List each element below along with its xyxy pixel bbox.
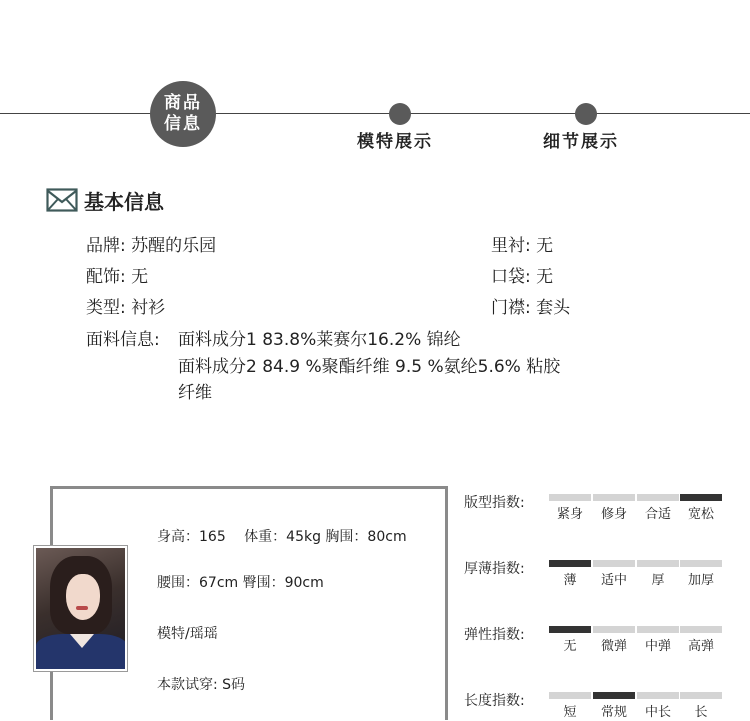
fabric-info-line1: 面料成分1 83.8%莱赛尔16.2% 锦纶 [178, 330, 461, 350]
index-bar-segment [593, 494, 635, 501]
info-accessory-label: 配饰: [86, 267, 126, 287]
index-bar-segment [549, 494, 591, 501]
index-bar-segment [593, 626, 635, 633]
index-bar-segment [637, 560, 679, 567]
info-accessory-value: 无 [131, 267, 149, 287]
index-option-label: 厚 [651, 573, 665, 588]
index-label-2: 弹性指数: [464, 627, 525, 643]
step-detail-display[interactable]: 细节展示 [543, 132, 619, 152]
envelope-icon [46, 188, 78, 212]
fabric-info-line3: 纤维 [178, 383, 212, 403]
index-bar-segment [637, 494, 679, 501]
step-product-info-line2: 信息 [164, 114, 202, 134]
info-placket-value: 套头 [536, 298, 571, 318]
index-option-label: 中长 [644, 705, 671, 720]
info-accessory [86, 262, 148, 287]
step-dot-detail[interactable] [575, 103, 597, 125]
index-option-label: 加厚 [687, 573, 714, 588]
index-option-label: 中弹 [644, 639, 671, 654]
step-dot-model[interactable] [389, 103, 411, 125]
index-option-label: 适中 [600, 573, 627, 588]
index-option-label: 短 [563, 705, 577, 720]
fabric-info-line2: 面料成分2 84.9 %聚酯纤维 9.5 %氨纶5.6% 粘胶 [178, 357, 561, 377]
index-option-label: 高弹 [687, 639, 714, 654]
index-bar-segment [549, 560, 591, 567]
index-option-label: 修身 [600, 507, 627, 522]
index-label-0: 版型指数: [464, 495, 525, 511]
index-bar-segment [680, 494, 722, 501]
index-bar-segment [549, 692, 591, 699]
index-option-label: 常规 [600, 705, 627, 720]
info-lining [491, 231, 553, 256]
info-brand [86, 231, 216, 256]
index-option-label: 合适 [644, 507, 671, 522]
step-product-info-line1: 商品 [164, 93, 202, 113]
index-option-label: 长 [694, 705, 708, 720]
info-placket [491, 293, 570, 318]
info-pocket-label: 口袋: [491, 267, 531, 287]
info-brand-label: 品牌: [86, 236, 126, 256]
fabric-info-label: 面料信息: [86, 330, 160, 350]
index-bar-segment [680, 626, 722, 633]
index-bar-segment [637, 692, 679, 699]
index-option-label: 宽松 [687, 507, 714, 522]
index-bar-segment [549, 626, 591, 633]
model-measurements-1: 身高：165 体重：45kg 胸围：80cm [157, 529, 407, 545]
section-title-basic-info: 基本信息 [84, 190, 164, 214]
index-option-label: 紧身 [556, 507, 583, 522]
info-type-value: 衬衫 [131, 298, 166, 318]
index-bar-segment [593, 692, 635, 699]
model-measurements-2: 腰围：67cm 臀围：90cm [157, 575, 324, 591]
model-photo [36, 548, 125, 669]
index-option-label: 无 [563, 639, 577, 654]
model-size-worn: 本款试穿: S码 [157, 677, 246, 693]
index-bar-segment [593, 560, 635, 567]
index-label-1: 厚薄指数: [464, 561, 525, 577]
index-bar-segment [680, 560, 722, 567]
info-brand-value: 苏醒的乐园 [131, 236, 217, 256]
info-placket-label: 门襟: [491, 298, 531, 318]
index-option-label: 微弹 [600, 639, 627, 654]
step-model-display[interactable]: 模特展示 [357, 132, 433, 152]
info-pocket-value: 无 [536, 267, 554, 287]
index-bar-segment [680, 692, 722, 699]
index-option-label: 薄 [563, 573, 577, 588]
index-bar-segment [637, 626, 679, 633]
info-pocket [491, 262, 553, 287]
info-type-label: 类型: [86, 298, 126, 318]
model-name: 模特/瑶瑶 [157, 626, 218, 642]
info-type [86, 293, 165, 318]
step-product-info[interactable] [150, 81, 216, 147]
info-lining-value: 无 [536, 236, 554, 256]
index-label-3: 长度指数: [464, 693, 525, 709]
timeline-line [0, 113, 750, 114]
model-photo-frame [33, 545, 128, 672]
info-lining-label: 里衬: [491, 236, 531, 256]
